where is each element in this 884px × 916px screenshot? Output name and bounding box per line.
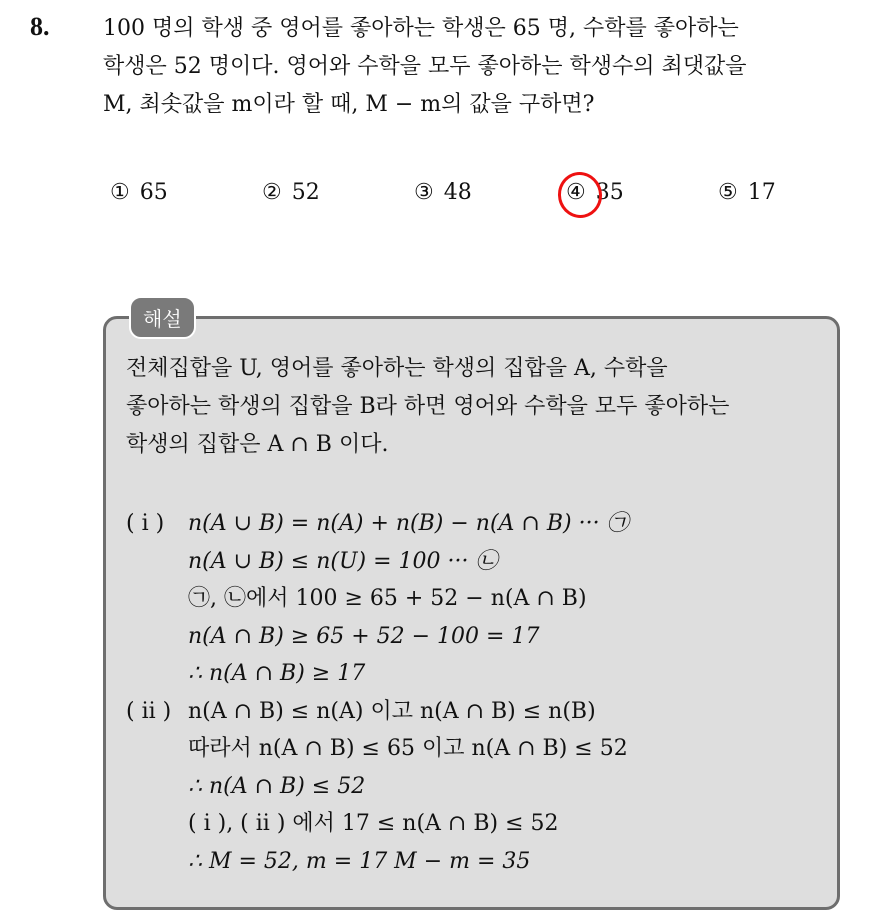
step-text: n(A ∩ B) ≥ 65 + 52 − 100 = 17 [188,623,540,649]
step-line [126,618,826,656]
step-line [126,730,826,768]
intro-line: 학생의 집합은 A ∩ B 이다. [126,432,389,457]
explanation-tag: 해설 [129,296,196,339]
step-text: n(A ∪ B) ≤ n(U) = 100 ··· ㉡ [188,548,498,574]
choice-number: ⑤ [718,180,738,205]
answer-choices [0,180,884,216]
step-line [126,843,826,881]
step-line [126,655,826,693]
explanation-steps [126,505,826,880]
step-line [126,805,826,843]
choice-number: ② [262,180,282,205]
question-line: M, 최솟값을 m이라 할 때, M − m의 값을 구하면? [103,92,595,117]
step-text: 따라서 n(A ∩ B) ≤ 65 이고 n(A ∩ B) ≤ 52 [188,736,628,761]
step-label: ( i ) [126,511,165,536]
choice-value: 65 [139,180,168,205]
step-text: ∴ M = 52, m = 17 M − m = 35 [188,848,531,874]
step-text: ( i ), ( ii ) 에서 17 ≤ n(A ∩ B) ≤ 52 [188,811,559,836]
question-line: 100 명의 학생 중 영어를 좋아하는 학생은 65 명, 수학를 좋아하는 [103,16,739,41]
choice-value: 52 [291,180,320,205]
step-text: ∴ n(A ∩ B) ≥ 17 [188,661,366,686]
step-text: ∴ n(A ∩ B) ≤ 52 [188,773,366,799]
choice-4[interactable] [566,180,624,205]
intro-line: 좋아하는 학생의 집합을 B라 하면 영어와 수학을 모두 좋아하는 [126,394,730,419]
step-text: ㉠, ㉡에서 100 ≥ 65 + 52 − n(A ∩ B) [188,586,587,611]
intro-line: 전체집합을 U, 영어를 좋아하는 학생의 집합을 A, 수학을 [126,356,668,381]
step-line [126,768,826,806]
choice-5[interactable] [718,180,776,205]
step-line [126,580,826,618]
choice-value: 48 [443,180,472,205]
question-line: 학생은 52 명이다. 영어와 수학을 모두 좋아하는 학생수의 최댓값을 [103,54,747,79]
step-line [126,693,826,731]
choice-3[interactable] [414,180,472,205]
step-text: n(A ∩ B) ≤ n(A) 이고 n(A ∩ B) ≤ n(B) [188,698,596,724]
question-number: 8. [30,12,50,41]
choice-number: ① [110,180,130,205]
choice-number: ④ [566,180,586,205]
choice-1[interactable] [110,180,168,205]
question-text [103,10,873,124]
choice-value: 35 [595,180,624,205]
choice-number: ③ [414,180,434,205]
step-line [126,543,826,581]
step-line [126,505,826,543]
choice-2[interactable] [262,180,320,205]
step-text: n(A ∪ B) = n(A) + n(B) − n(A ∩ B) ··· ㉠ [188,511,629,536]
choice-value: 17 [747,180,776,205]
step-label: ( ii ) [126,698,172,724]
explanation-intro [126,350,826,464]
